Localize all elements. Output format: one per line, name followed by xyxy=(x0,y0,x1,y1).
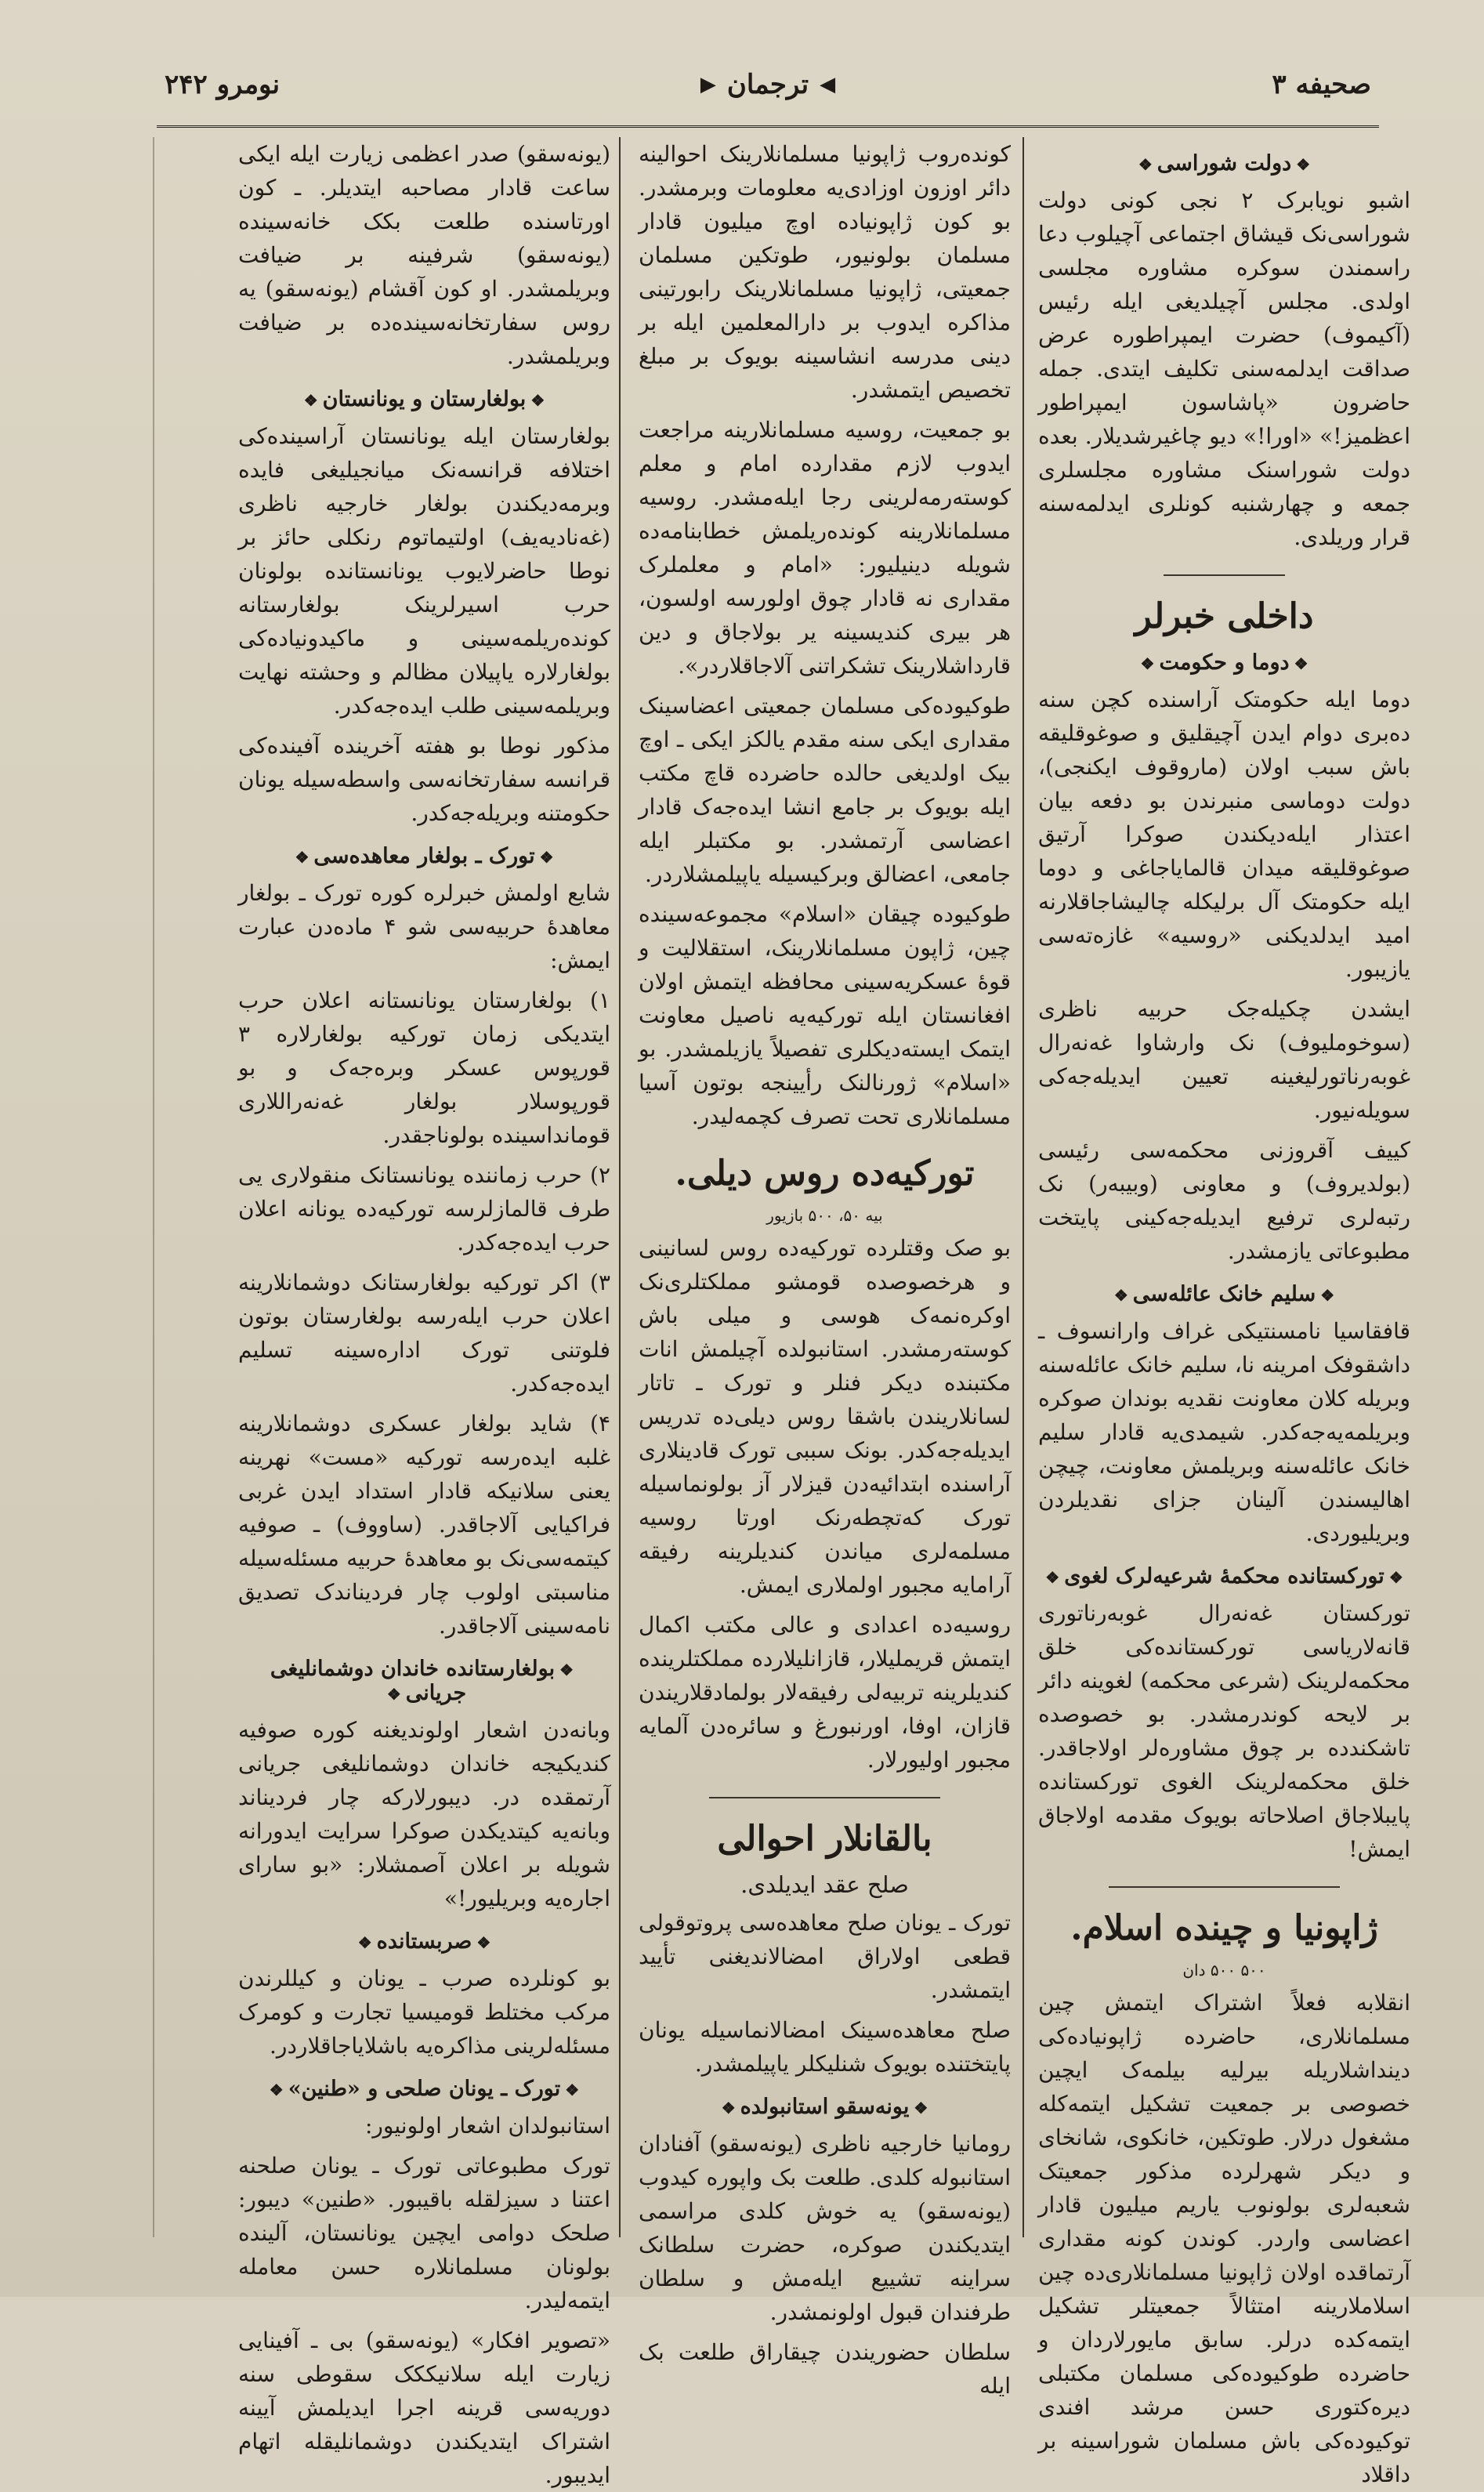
section-heading: داخلی خبرلر xyxy=(1135,596,1314,636)
article-paragraph: تورکستان غه‌نەرال غوبه‌رناتوری قانه‌لاریاسی تورکستانده‌کی خلق محکمه‌لرینک (شرعی محکمه) لغوینه دائر بر لایحه کوندرمشدر. بو خصوصده تاشکندده بر چوق مشاوره‌لر اولاجاقدر. خلق محکمه‌لرینک الغوی تورکستانده پایبلاجاق اصلاحاته بویوک مقدمه اولاجاق ایمش! xyxy=(1038,1600,1410,1862)
article-paragraph: ۴) شاید بولغار عسکری دوشمانلارینه غلبه ایده‌رسه تورکیه «مست» نهرینه یعنی سلانیکه قادار استداد ایدن غربی فراکیایی آلاجاقدر. (ساووف) ـ صوفیه کیتمه‌سی‌نک بو معاهدهٔ حربیه مسئله‌سیله مناسبتی اولوب چار فردیناندک تصدیق نامه‌سینی آلاجاقدر. xyxy=(238,1411,610,1639)
divider xyxy=(1109,1886,1340,1888)
section-heading: تورکیه‌ده روس دیلی. xyxy=(675,1154,975,1193)
subsection-heading: ❖تورکستانده محکمهٔ شرعیه‌لرک لغوی❖ xyxy=(1045,1564,1403,1588)
article-paragraph: ۱) بولغارستان یونانستانه اعلان حرب ایتدیکی زمان تورکیه بولغارلاره ۳ قورپوس عسکر وبره‌جه‌ک و بو قورپوسلار بولغار غه‌نەراللاری قوماندا‌سینده بولوناجقدر. xyxy=(238,987,610,1148)
newspaper-title xyxy=(700,69,835,100)
article-paragraph: دوما ایله حکومتک آراسنده کچن سنه دەبری دوام ایدن آچیقلیق و صوغوقلیقه باش سبب اولان (ماروقوف ایکنجی)، دولت دوماسی منبرندن بو دفعه بیان اعتذار ایله‌دیکندن صوکرا آرتیق صوغوقلیقه میدان قالمایاجاغی و دوما ایله حکومتک آل برلیکله چالیشاجاقلارنه امید ایدلدیکنی «روسیه» غازه‌تەسی یازیبور. xyxy=(1038,686,1410,982)
article-paragraph: انقلابه فعلاً اشتراک ایتمش چین مسلمانلاری، حاضرده ژاپونیاده‌کی دینداشلاریله بیرلیه بیلمه‌ک ایچین خصوصی بر جمعیت تشکیل ایتمه‌کله مشغول درلار. طوتکین، خانکوی، شانخای و دیکر شهرلرده مذکور جمعیتک شعبه‌لری بولونوب یاریم میلیون قادار اعضاسی واردر. کوندن کونه مقداری آرتماقده اولان ژاپونیا مسلمانلاری‌ده چین اسلاملارینه امتثالاً جمعیتلر تشکیل ایتمه‌کده درلر. سابق مایورلاردان و حاضرده طوکیوده‌کی مسلمان مکتبلی دیره‌کتوری حسن مرشد افندی توکیوده‌کی باش مسلمان شوراسینه بر داقلاد xyxy=(1038,1990,1410,2487)
section-heading: ❖صربستانده❖ xyxy=(357,1929,491,1954)
article-paragraph: کییف آقروزنی محکمه‌سی رئیسی (بولدیروف) و معاونی (وبیبه‌ر) نک رتبه‌لری ترفیع ایدیله‌جه‌کینی پایتخت مطبوعاتی یازمشدر. xyxy=(1038,1137,1410,1264)
article-paragraph: استانبولدان اشعار اولونیور: xyxy=(364,2113,610,2139)
article-paragraph: کوندەروب ژاپونیا مسلمانلارینک احوالینه دائر اوزون اوزادی‌یه معلومات وبرمشدر. بو کون ژاپونیاده اوچ میلیون قادار مسلمان بولونیور، طوتکین مسلمان جمعیتی، ژاپونیا مسلمانلارینک رابورتینی مذاکره ایدوب بر دارالمعلمین ایله بر دینی مدرسه انشاسینه بویوک بر مبلغ تخصیص ایتمشدر. xyxy=(639,141,1011,403)
section-heading: بالقانلار احوالی xyxy=(717,1819,932,1859)
divider xyxy=(1164,574,1285,576)
article-paragraph: بو جمعیت، روسیه مسلمانلارینه مراجعت ایدوب لازم مقدارده امام و معلم کوسته‌رمه‌لرینی رجا ایله‌مشدر. روسیه مسلمانلارینه کوندەریلمش خطابنامه‌ده شویله دینیلیور: «امام و معلملرک مقداری نه قادار چوق اولورسه اولسون، هر بیری کندیسینه یر بولاجاق و دین قارداشلارینک تشکراتنی آلاجاقلاردر». xyxy=(639,417,1011,679)
article-paragraph: سلطان حضوریندن چیقاراق طلعت بک ایله xyxy=(639,2339,1011,2399)
article-paragraph: طوکیوده چیقان «اسلام» مجموعه‌سینده چین، ژاپون مسلمانلارینک، استقلالیت و قوهٔ عسکریه‌سینی محافظه ایتمش اولان افغانستان ایله تورکیه‌یه ناصیل معاونت ایتمک ایسته‌دیکلری تفصیلاً یازیلمشدر. بو «اسلام» ژورنالنک رأیینجه بوتون آسیا مسلمانلاری تحت تصرف کچمه‌لیدر. xyxy=(639,901,1011,1129)
article-paragraph: رومانیا خارجیه ناظری (یونه‌سقو) آفنادان استانبوله کلدی. طلعت بک واپوره کیدوب (یونه‌سقو) یه خوش کلدی مراسمی ایتدیکندن صوکره، حضرت سلطانک سراینه تشییع ایله‌مش و سلطان طرفندان قبول اولونمشدر. xyxy=(639,2131,1011,2325)
article-paragraph: تورک مطبوعاتی تورک ـ یونان صلحنه اعتنا د سیزلقله باقیبور. «طنین» دیبور: صلحک دوامی ایچین یونانستان، آلینده بولونان مسلمانلاره حسن معامله ایتمه‌لیدر. xyxy=(238,2153,610,2313)
dateline: ۵۰۰ ۵۰۰ دان xyxy=(1182,1961,1266,1979)
article-paragraph: «تصویر افکار» (یونه‌سقو) بی ـ آفینایی زیارت ایله سلانیککک سقوطی سنه دوریه‌سی قرینه اجرا ایدیلمش آیینه اشتراک ایتدیکندن دوشمانلیقله اتهام ایدیبور. xyxy=(238,2327,610,2488)
article-paragraph: ۳) اکر تورکیه بولغارستانک دوشمانلارینه اعلان حرب ایله‌رسه بولغارستان بوتون فلوتنی تورک ادارەسینه تسلیم ایده‌جه‌کدر. xyxy=(238,1270,610,1396)
article-paragraph: طوکیوده‌کی مسلمان جمعیتی اعضاسینک مقداری ایکی سنه مقدم یالکز ایکی ـ اوچ بیک اولدیغی حالده حاضرده قاچ مکتب ایله بویوک بر جامع انشا ایده‌جه‌ک قادار اعضاسی آرتمشدر. بو مکتبلر ایله جامعی، اعضالق وبرکیسیله یاپیلمشلاردر. xyxy=(639,693,1011,887)
article-paragraph: قافقاسیا نامسنتیکی غراف وارانسوف ـ داشقوفک امرینه نا، سلیم خانک عائله‌سنه وبریله کلان معاونت نقدیه بوندان صوکره وبریلمه‌یه‌جه‌کدر. شیمدی‌یه قادار سلیم خانک عائله‌سنه وبریلمش معاونت، چیچن اهالیسندن آلینان جزای نقدیلردن وبریلیوردی. xyxy=(1038,1318,1410,1546)
article-paragraph: بو کونلرده صرب ـ یونان و کیللرندن مرکب مختلط قومیسیا تجارت و کومرک مسئله‌لرینی مذاکره‌یه باشلایاجاقلاردر. xyxy=(238,1965,610,2059)
article-paragraph: روسیه‌ده اعدادی و عالی مکتب اکمال ایتمش قریملیلار، قازانلیلارده مملکتلرینده کندیلرینه تربیه‌لی رفیقه‌لار بولمادقلاریندن قازان، اوفا، اورنبورغ و سائره‌دن آلمایه مجبور اولیورلار. xyxy=(639,1612,1011,1773)
column-3 xyxy=(238,137,610,2488)
article-paragraph: وبانه‌دن اشعار اولوندیغنه کوره صوفیه کندیکیجه خاندان دوشمانلیغی جریانی آرتمقده در. دیبورلارکه چار فردیناند وبانه‌یه کیتدیکدن صوکرا سرایت ایدورانه شویله بر اعلان آصمشلار: «بو سارای اجاره‌یه وبریلیور!» xyxy=(238,1717,610,1911)
section-heading: ❖بولغارستان و یونانستان❖ xyxy=(303,387,545,411)
article-paragraph: بولغارستان ایله یونانستان آراسینده‌کی اختلافه قرانسه‌نک میانجیلیغی فایده وبرمه‌دیکندن بولغار خارجیه ناظری (غه‌نادیه‌یف) اولتیماتوم رنکلی حائز بر نوطا حاضرلایوب یونانستانده بولونان حرب اسیرلرینک بولغارستانه کوندەریلمه‌سینی و ماکیدونیاده‌کی بولغارلاره یاپیلان مظالم و وحشته نهایت وبریلمه‌سینی طلب ایده‌جه‌کدر. xyxy=(238,423,610,719)
column-2 xyxy=(639,137,1011,2399)
column-rule-2 xyxy=(619,137,621,2237)
section-heading: ژاپونیا و چینده اسلام. xyxy=(1070,1908,1378,1948)
section-heading: ❖تورک ـ یونان صلحی و «طنین»❖ xyxy=(269,2077,580,2101)
article-paragraph: ایشدن چکیله‌جک حربیه ناظری (سوخوملیوف) نک وارشاوا غه‌نەرال غوبه‌رناتورلیغینه تعیین ایدیله‌جه‌کی سویله‌نیور. xyxy=(1038,996,1410,1123)
article-paragraph: صلح معاهده‌سینک امضالانماسیله یونان پایتختنده بویوک شنلیکلر یاپیلمشدر. xyxy=(639,2017,1011,2077)
subsection-heading: ❖یونه‌سقو استانبولده❖ xyxy=(721,2095,928,2119)
ornament-left-icon: ▶ xyxy=(700,73,716,96)
column-1 xyxy=(1038,137,1410,2487)
issue-number: نومرو ۲۴۲ xyxy=(165,69,281,100)
page-number: صحیفه ۳ xyxy=(1272,69,1371,100)
dateline: بیه ۵۰، ۵۰۰ بازیور xyxy=(766,1206,883,1225)
article-paragraph: (یونه‌سقو) صدر اعظمی زیارت ایله ایکی ساعت قادار مصاحبه ایتدیلر. ـ کون اورتاسنده طلعت بکک خانه‌سینده (یونه‌سقو) شرفینه بر ضیافت وبریلمشدر. او کون آقشام (یونه‌سقو) یه روس سفارتخانه‌سینده‌ده بر ضیافت وبریلمشدر. xyxy=(238,141,610,369)
masthead xyxy=(157,55,1379,128)
ornament-right-icon: ◀ xyxy=(820,73,836,96)
article-paragraph: بو صک وقتلرده تورکیه‌ده روس لسانینی و هرخصوصده قومشو مملکتلری‌نک اوکرەنمه‌ک هوسی و میلی باش کوسته‌رمشدر. استانبولده آچیلمش انات مکتبنده دیکر فنلر و تورک ـ تاتار لسانلاریندن باشقا روس دیلی‌ده تدریس ایدیله‌جه‌کدر. بونک سببی تورک قادینلاری آراسنده ابتدائیه‌دن قیزلار آز بولونماسیله تورک کەتچطەرنک اورتا روسیه مسلمه‌لری میاندن کندیلرینه رفیقه آرامایه مجبور اولملاری ایمش. xyxy=(639,1235,1011,1598)
subsection-heading: صلح عقد ایدیلدی. xyxy=(740,1871,909,1898)
article-paragraph: اشبو نویابرک ۲ نجی کونی دولت شوراسی‌نک قیشاق اجتماعی آچیلوب دعا راسمندن سوکره مشاوره مجلسی اولدی. مجلس آچیلدیغی ایله رئیس (آکیموف) حضرت ایمپراطوره عرض صداقت ایدلمه‌سنی تکلیف ایتدی. جمله حاضرون «پاشاسون ایمپراطور اعظمیز!» «اورا!» دیو چاغیرشدیلار. بعده دولت شوراسنک مشاوره مجلسلری جمعه و چهارشنبه کونلری ایدلمه‌سنه قرار وریلدی. xyxy=(1038,187,1410,550)
section-heading: ❖دولت شوراسی❖ xyxy=(1138,151,1311,176)
section-heading: ❖تورک ـ بولغار معاهده‌سی❖ xyxy=(295,844,554,868)
page-edge xyxy=(153,137,154,2237)
article-paragraph: ۲) حرب زماننده یونانستانک منقولاری یی طرف قالمازلرسه تورکیه‌ده یونانه اعلان حرب ایده‌جه‌کدر. xyxy=(238,1162,610,1255)
divider xyxy=(709,1797,940,1798)
article-paragraph: مذکور نوطا بو هفته آخرینده آفینده‌کی قرانسه سفارتخانه‌سی واسطه‌سیله یونان حکومتنه وبریله‌جه‌کدر. xyxy=(238,733,610,826)
section-heading: ❖بولغارستانده خاندان دوشمانلیغی جریانی❖ xyxy=(270,1657,574,1705)
column-rule-1 xyxy=(1023,137,1024,2237)
newspaper-name: ترجمان xyxy=(726,69,809,100)
subsection-heading: ❖سلیم خانک عائله‌سی❖ xyxy=(1113,1282,1335,1306)
article-paragraph: شایع اولمش خبرلره کوره تورک ـ بولغار معاهدهٔ حربیه‌سی شو ۴ ماده‌دن عبارت ایمش: xyxy=(238,880,610,973)
article-paragraph: تورک ـ یونان صلح معاهده‌سی پروتوقولی قطعی اولاراق امضالاندیغنی تأیید ایتمشدر. xyxy=(639,1910,1011,2003)
subsection-heading: ❖دوما و حکومت❖ xyxy=(1140,650,1308,675)
